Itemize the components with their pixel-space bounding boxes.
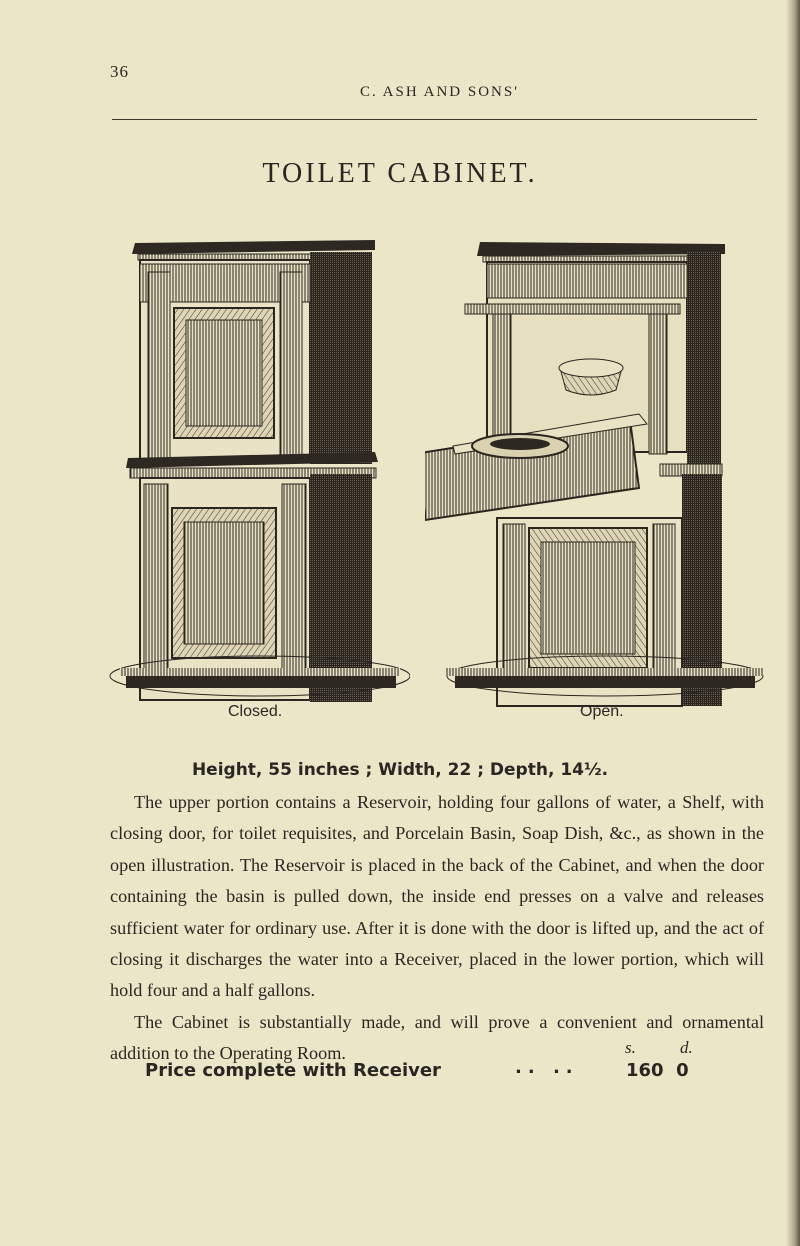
page-number: 36 xyxy=(110,62,129,81)
cabinet-closed-illustration xyxy=(100,228,410,708)
dimensions-line: Height, 55 inches ; Width, 22 ; Depth, 14½. xyxy=(191,760,609,780)
paragraph: The Cabinet is substantially made, and will prove a convenient and ornamental addition to the Operating Room. xyxy=(110,1011,764,1064)
shillings-column-head: s. xyxy=(625,1038,636,1057)
paragraph: The upper portion contains a Reservoir, holding four gallons of water, a Shelf, with closing door, for toilet requisites, and Porcelain Basin, Soap Dish, &c., as shown in the open illustration. The Reservoir is placed in the back of the Cabinet, and when the door containing the basin is pulled down, the inside end presses on a valve and releases sufficient water for ordinary use. After it is done with the door is lifted up, and the act of closing it discharges the water into a Receiver, placed in the lower portion, which will hold four and a half gallons. xyxy=(110,792,764,1001)
open-caption: Open. xyxy=(580,703,624,720)
closed-caption: Closed. xyxy=(228,703,283,720)
description xyxy=(110,787,764,1070)
price-leader-dots: .. .. xyxy=(515,1057,579,1078)
cabinet-open-illustration xyxy=(425,228,765,708)
running-head: C. ASH AND SONS' xyxy=(360,84,519,100)
header-rule xyxy=(112,119,757,120)
pence-column-head: d. xyxy=(680,1038,693,1057)
page-title: TOILET CABINET. xyxy=(262,158,538,189)
price-label: Price complete with Receiver xyxy=(145,1060,441,1081)
price-amount: 160 0 xyxy=(626,1060,689,1081)
